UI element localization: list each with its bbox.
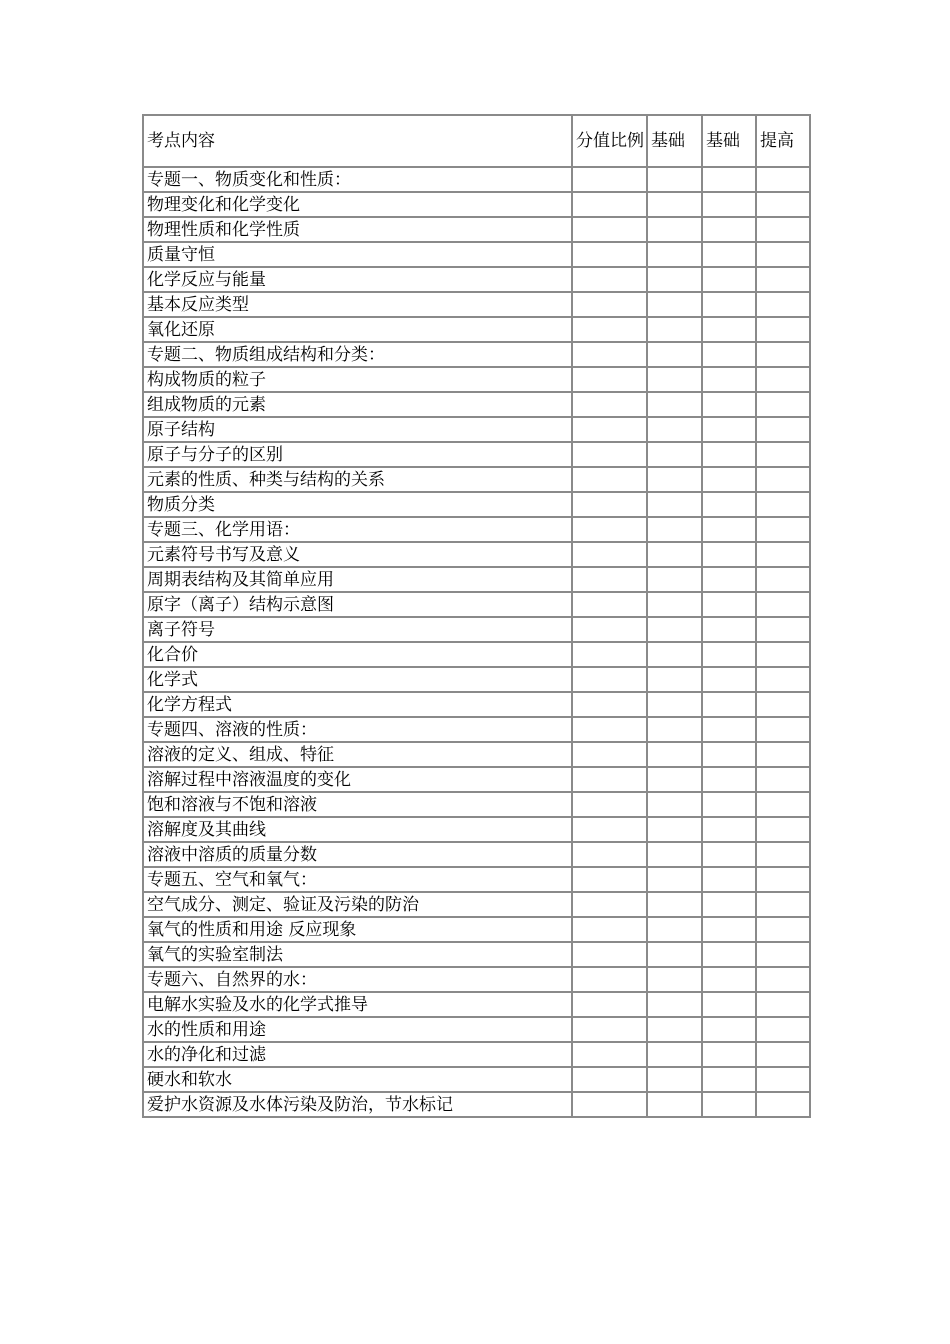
basic-1-cell [648,868,703,893]
advanced-cell [757,443,811,468]
table-row [144,418,811,443]
basic-2-cell [703,168,757,193]
topic-row [144,168,811,193]
basic-1-cell [648,818,703,843]
advanced-cell [757,493,811,518]
score-ratio-cell [573,543,648,568]
basic-2-cell [703,568,757,593]
basic-1-cell [648,493,703,518]
basic-2-cell [703,518,757,543]
basic-2-cell [703,193,757,218]
basic-1-cell [648,893,703,918]
exam-point-label: 化学方程式 [144,693,573,718]
exam-point-label: 原字（离子）结构示意图 [144,593,573,618]
advanced-cell [757,1018,811,1043]
score-ratio-cell [573,218,648,243]
table-row [144,643,811,668]
score-ratio-cell [573,293,648,318]
score-ratio-cell [573,868,648,893]
score-ratio-cell [573,768,648,793]
exam-point-label: 溶液的定义、组成、特征 [144,743,573,768]
basic-2-cell [703,318,757,343]
exam-point-label: 化学式 [144,668,573,693]
table-row [144,743,811,768]
advanced-cell [757,318,811,343]
basic-2-cell [703,718,757,743]
topic-title: 专题一、物质变化和性质： [144,168,573,193]
topic-row [144,968,811,993]
basic-2-cell [703,393,757,418]
topic-row [144,518,811,543]
table-header-row [144,116,811,168]
basic-2-cell [703,343,757,368]
advanced-cell [757,668,811,693]
score-ratio-cell [573,968,648,993]
topic-row [144,343,811,368]
table-row [144,618,811,643]
score-ratio-cell [573,668,648,693]
basic-1-cell [648,593,703,618]
advanced-cell [757,343,811,368]
advanced-cell [757,768,811,793]
table-row [144,843,811,868]
basic-2-cell [703,968,757,993]
basic-1-cell [648,993,703,1018]
exam-point-label: 化合价 [144,643,573,668]
basic-1-cell [648,193,703,218]
topic-row [144,868,811,893]
basic-1-cell [648,618,703,643]
exam-point-label: 氧气的实验室制法 [144,943,573,968]
advanced-cell [757,418,811,443]
advanced-cell [757,518,811,543]
score-ratio-cell [573,268,648,293]
score-ratio-cell [573,918,648,943]
table-row [144,893,811,918]
basic-2-cell [703,618,757,643]
advanced-cell [757,993,811,1018]
advanced-cell [757,893,811,918]
basic-1-cell [648,468,703,493]
exam-point-label: 元素符号书写及意义 [144,543,573,568]
advanced-cell [757,918,811,943]
exam-point-label: 元素的性质、种类与结构的关系 [144,468,573,493]
advanced-cell [757,293,811,318]
table-row [144,268,811,293]
advanced-cell [757,393,811,418]
table-row [144,918,811,943]
advanced-cell [757,593,811,618]
basic-1-cell [648,1093,703,1118]
basic-2-cell [703,1093,757,1118]
basic-1-cell [648,1068,703,1093]
basic-2-cell [703,218,757,243]
score-ratio-cell [573,568,648,593]
score-ratio-cell [573,993,648,1018]
basic-1-cell [648,943,703,968]
basic-2-cell [703,893,757,918]
basic-1-cell [648,693,703,718]
basic-1-cell [648,568,703,593]
score-ratio-cell [573,318,648,343]
basic-2-cell [703,993,757,1018]
advanced-cell [757,643,811,668]
basic-2-cell [703,1068,757,1093]
advanced-cell [757,1093,811,1118]
score-ratio-cell [573,493,648,518]
advanced-cell [757,968,811,993]
score-ratio-cell [573,618,648,643]
basic-2-cell [703,918,757,943]
header-advanced: 提高 [757,116,811,168]
table-row [144,818,811,843]
score-ratio-cell [573,818,648,843]
advanced-cell [757,193,811,218]
exam-point-label: 氧化还原 [144,318,573,343]
basic-1-cell [648,318,703,343]
basic-1-cell [648,368,703,393]
basic-1-cell [648,393,703,418]
advanced-cell [757,468,811,493]
basic-1-cell [648,1018,703,1043]
exam-point-label: 物理变化和化学变化 [144,193,573,218]
exam-point-label: 电解水实验及水的化学式推导 [144,993,573,1018]
table-row [144,1018,811,1043]
basic-2-cell [703,868,757,893]
table-row [144,393,811,418]
exam-point-label: 原子结构 [144,418,573,443]
basic-1-cell [648,543,703,568]
basic-2-cell [703,693,757,718]
basic-2-cell [703,243,757,268]
header-basic-2: 基础 [703,116,757,168]
basic-1-cell [648,218,703,243]
basic-1-cell [648,443,703,468]
exam-point-label: 溶解过程中溶液温度的变化 [144,768,573,793]
basic-1-cell [648,743,703,768]
score-ratio-cell [573,1018,648,1043]
advanced-cell [757,868,811,893]
exam-point-label: 物质分类 [144,493,573,518]
basic-2-cell [703,543,757,568]
basic-1-cell [648,268,703,293]
score-ratio-cell [573,893,648,918]
advanced-cell [757,243,811,268]
basic-2-cell [703,368,757,393]
table-row [144,943,811,968]
table-row [144,768,811,793]
basic-1-cell [648,1043,703,1068]
basic-2-cell [703,493,757,518]
basic-2-cell [703,1043,757,1068]
exam-point-label: 构成物质的粒子 [144,368,573,393]
score-ratio-cell [573,1068,648,1093]
advanced-cell [757,718,811,743]
basic-1-cell [648,918,703,943]
basic-2-cell [703,793,757,818]
table-row [144,1068,811,1093]
basic-2-cell [703,443,757,468]
basic-1-cell [648,793,703,818]
table-row [144,193,811,218]
table-row [144,468,811,493]
advanced-cell [757,793,811,818]
table-row [144,493,811,518]
table-row [144,793,811,818]
basic-2-cell [703,293,757,318]
score-ratio-cell [573,943,648,968]
table-row [144,993,811,1018]
advanced-cell [757,543,811,568]
basic-2-cell [703,768,757,793]
score-ratio-cell [573,1093,648,1118]
exam-point-label: 原子与分子的区别 [144,443,573,468]
basic-1-cell [648,343,703,368]
header-score-ratio: 分值比例 [573,116,648,168]
topic-row [144,718,811,743]
exam-point-label: 水的性质和用途 [144,1018,573,1043]
basic-2-cell [703,418,757,443]
exam-point-label: 周期表结构及其简单应用 [144,568,573,593]
basic-1-cell [648,418,703,443]
topic-title: 专题四、溶液的性质： [144,718,573,743]
basic-1-cell [648,168,703,193]
basic-2-cell [703,268,757,293]
table-row [144,318,811,343]
advanced-cell [757,218,811,243]
basic-2-cell [703,943,757,968]
table-row [144,693,811,718]
score-ratio-cell [573,743,648,768]
basic-2-cell [703,843,757,868]
table-row [144,668,811,693]
score-ratio-cell [573,418,648,443]
score-ratio-cell [573,1043,648,1068]
advanced-cell [757,943,811,968]
table-row [144,368,811,393]
exam-point-label: 基本反应类型 [144,293,573,318]
table-row [144,243,811,268]
table-body [144,168,811,1118]
score-ratio-cell [573,793,648,818]
basic-1-cell [648,243,703,268]
score-ratio-cell [573,168,648,193]
basic-1-cell [648,968,703,993]
header-content: 考点内容 [144,116,573,168]
basic-2-cell [703,643,757,668]
exam-point-label: 离子符号 [144,618,573,643]
basic-1-cell [648,293,703,318]
table-row [144,1043,811,1068]
syllabus-table [142,114,811,1118]
exam-point-label: 溶液中溶质的质量分数 [144,843,573,868]
exam-point-label: 氧气的性质和用途 反应现象 [144,918,573,943]
advanced-cell [757,1068,811,1093]
table-row [144,1093,811,1118]
exam-point-label: 爱护水资源及水体污染及防治，节水标记 [144,1093,573,1118]
score-ratio-cell [573,243,648,268]
advanced-cell [757,368,811,393]
score-ratio-cell [573,343,648,368]
exam-point-label: 溶解度及其曲线 [144,818,573,843]
score-ratio-cell [573,593,648,618]
advanced-cell [757,1043,811,1068]
advanced-cell [757,268,811,293]
score-ratio-cell [573,718,648,743]
exam-point-label: 质量守恒 [144,243,573,268]
exam-point-label: 饱和溶液与不饱和溶液 [144,793,573,818]
score-ratio-cell [573,468,648,493]
score-ratio-cell [573,693,648,718]
header-basic-1: 基础 [648,116,703,168]
advanced-cell [757,568,811,593]
exam-point-label: 化学反应与能量 [144,268,573,293]
basic-1-cell [648,718,703,743]
exam-point-label: 水的净化和过滤 [144,1043,573,1068]
basic-2-cell [703,593,757,618]
basic-1-cell [648,843,703,868]
topic-title: 专题五、空气和氧气： [144,868,573,893]
basic-2-cell [703,668,757,693]
table-row [144,443,811,468]
basic-2-cell [703,743,757,768]
exam-point-label: 组成物质的元素 [144,393,573,418]
exam-point-label: 硬水和软水 [144,1068,573,1093]
advanced-cell [757,168,811,193]
table-row [144,218,811,243]
score-ratio-cell [573,443,648,468]
basic-1-cell [648,768,703,793]
advanced-cell [757,743,811,768]
score-ratio-cell [573,843,648,868]
basic-2-cell [703,468,757,493]
exam-point-label: 物理性质和化学性质 [144,218,573,243]
score-ratio-cell [573,193,648,218]
score-ratio-cell [573,393,648,418]
advanced-cell [757,693,811,718]
table-row [144,593,811,618]
advanced-cell [757,818,811,843]
table-row [144,293,811,318]
basic-2-cell [703,818,757,843]
advanced-cell [757,843,811,868]
basic-1-cell [648,668,703,693]
exam-point-label: 空气成分、测定、验证及污染的防治 [144,893,573,918]
score-ratio-cell [573,368,648,393]
score-ratio-cell [573,643,648,668]
table-row [144,568,811,593]
basic-2-cell [703,1018,757,1043]
topic-title: 专题三、化学用语： [144,518,573,543]
topic-title: 专题六、自然界的水： [144,968,573,993]
advanced-cell [757,618,811,643]
basic-1-cell [648,518,703,543]
table-row [144,543,811,568]
score-ratio-cell [573,518,648,543]
basic-1-cell [648,643,703,668]
topic-title: 专题二、物质组成结构和分类： [144,343,573,368]
